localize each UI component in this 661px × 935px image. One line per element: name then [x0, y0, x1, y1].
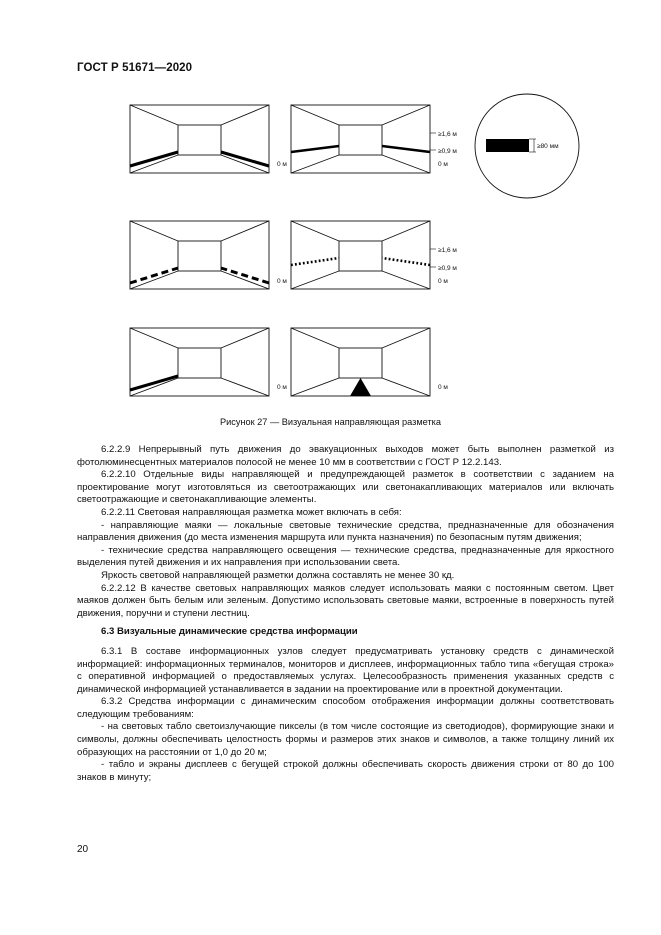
label-height-0-9-row1: ≥0,9 м	[438, 148, 457, 155]
paragraph-6-2-2-12: 6.2.2.12 В качестве световых направляющих маяков следует использовать маяки с постоянным светом. Цвет маяков должен быть белым или зеленым. Допустимо использовать световые маяки, встроенные в поверхность путей движения, поручни и ступени лестниц.	[77, 582, 614, 619]
list-item-beacons: - направляющие маяки — локальные световые технические средства, предназначенные для обозначения направления движения (до места изменения маршрута или пункта назначения) по безопасным путям движения;	[77, 519, 614, 544]
label-height-0-row3-right: 0 м	[438, 384, 448, 391]
label-height-1-6-row2: ≥1,6 м	[438, 247, 457, 254]
label-height-1-6-row1: ≥1,6 м	[438, 131, 457, 138]
document-header: ГОСТ Р 51671—2020	[77, 62, 193, 74]
label-height-0-row1-right: 0 м	[438, 161, 448, 168]
list-item-lighting: - технические средства направляющего освещения — технические средства, предназначенные для яркостного выделения путей движения и их направления при использовании света.	[77, 544, 614, 569]
label-height-0-row3-left: 0 м	[277, 384, 287, 391]
page-number: 20	[77, 844, 89, 855]
paragraph-6-2-2-9: 6.2.2.9 Непрерывный путь движения до эвакуационных выходов может быть выполнен разметкой из фотолюминесцентных материалов полосой не менее 10 мм в соответствии с ГОСТ Р 12.2.143.	[77, 444, 614, 468]
paragraph-6-3-1: 6.3.1 В составе информационных узлов следует предусматривать установку средств с динамической информацией: информационных терминалов, мониторов и дисплеев, информационных табло типа «бегущая строка» с оперативной информацией о предоставляемых услугах. Целесообразность применения указанных средств с динамической информацией устанавливается в задании на проектирование или в проектной документации.	[77, 645, 614, 695]
corridor-diagram-3-1	[130, 328, 269, 396]
corridor-diagram-2-2	[291, 221, 430, 289]
wall-marking-right	[382, 146, 430, 152]
list-item-scroll-speed: - табло и экраны дисплеев с бегущей строкой должны обеспечивать скорость движения строки от 80 до 100 знаков в минуту;	[77, 759, 614, 783]
corridor-diagram-1-2	[291, 105, 430, 173]
paragraph-6-2-2-11: 6.2.2.11 Световая направляющая разметка может включать в себя:	[101, 506, 402, 518]
label-height-0-row2-right: 0 м	[438, 278, 448, 285]
wall-marking-left	[291, 146, 339, 152]
paragraph-6-2-2-10: 6.2.2.10 Отдельные виды направляющей и предупреждающей разметок в соответствии с заданием на проектирование могут изготовляться из светоотражающих или светонакапливающих материалов или включать светоотражающие и светонакапливающие элементы.	[77, 469, 614, 506]
paragraph-6-3-2: 6.3.2 Средства информации с динамическим способом отображения информации должны соответствовать следующим требованиям:	[77, 696, 614, 720]
corridor-diagram-1-1	[130, 105, 269, 173]
label-width-80: ≥80 мм	[537, 143, 559, 150]
dashed-floor-marking-right	[221, 268, 269, 283]
corridor-diagram-2-1	[130, 221, 269, 289]
label-height-0-row1-left: 0 м	[277, 161, 287, 168]
label-height-0-row2-left: 0 м	[277, 278, 287, 285]
body-text	[77, 444, 614, 784]
paragraph-brightness: Яркость световой направляющей разметки должна составлять не менее 30 кд.	[101, 569, 455, 581]
figure-corridor-markings	[0, 0, 661, 415]
dashed-floor-marking-left	[130, 268, 178, 283]
dotted-wall-marking-left	[291, 258, 339, 265]
marking-strip-detail	[486, 139, 529, 152]
figure-caption: Рисунок 27 — Визуальная направляющая разметка	[219, 417, 441, 427]
label-height-0-9-row2: ≥0,9 м	[438, 265, 457, 272]
list-item-pixels: - на световых табло светоизлучающие пикселы (в том числе состоящие из светодиодов), формирующие знаки и символы, должны обеспечивать целостность формы и размеров этих знаков и символов, а также толщину линий их образующих на расстоянии от 1,0 до 20 м;	[77, 721, 614, 758]
dotted-wall-marking-right	[382, 258, 430, 265]
floor-marking-single	[130, 376, 178, 390]
section-heading-6-3: 6.3 Визуальные динамические средства информации	[101, 626, 358, 638]
center-floor-triangle	[350, 378, 371, 396]
